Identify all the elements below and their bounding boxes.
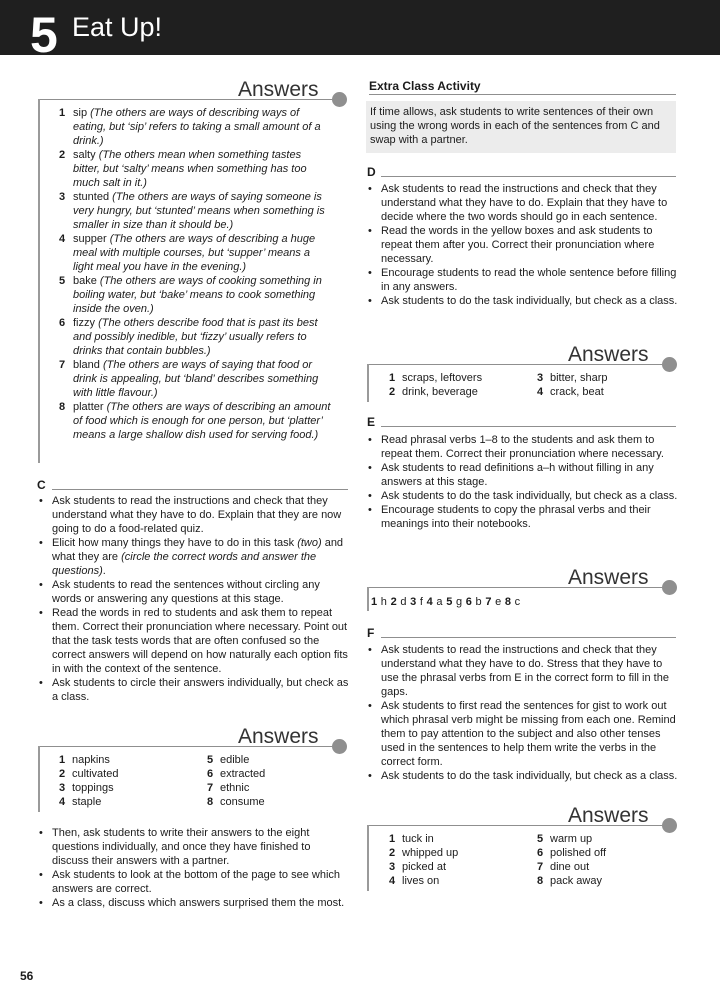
answer-value: a: [436, 596, 443, 608]
bullet-item: • Ask students to read the instructions and check that they understand what they have to do. Explain that they have to decide where the two words should go in each sentence.: [367, 182, 679, 224]
answer-explanation: (The others are ways of describing an amount of food which is enough for one person, but ‘platter’ means a large shallow dish used for serving food.): [73, 401, 331, 441]
bullet-item: • Ask students to read definitions a–h without filling in any answers at this stage.: [367, 461, 679, 489]
answer-number: 6: [207, 768, 214, 780]
section-c-followup-bullets: [38, 826, 350, 910]
extra-activity-title: Extra Class Activity: [369, 79, 481, 93]
answer-explanation: (The others are ways of describing a huge meal with multiple courses, but ‘supper’ means a light meal you have in the evening.): [73, 233, 316, 273]
answer-value: dine out: [550, 861, 590, 873]
answer-value: lives on: [402, 875, 440, 887]
unit-header: [0, 0, 720, 63]
answer-value: c: [514, 596, 521, 608]
answer-number: 1: [389, 372, 396, 384]
bullet-item: • Ask students to look at the bottom of the page to see which answers are correct.: [38, 868, 350, 896]
answer-value: crack, beat: [550, 386, 604, 398]
section-letter-e: E: [367, 415, 376, 429]
answer-value: picked at: [402, 861, 447, 873]
answer-number: 3: [59, 191, 66, 203]
answer-value: polished off: [550, 847, 607, 859]
bullet-text: Ask students to circle their answers individually, but check as a class.: [52, 677, 349, 703]
answer-value: napkins: [72, 754, 110, 766]
answer-number: 5: [59, 275, 66, 287]
answers-heading-d: Answers: [568, 343, 649, 366]
answer-cell: [537, 832, 677, 846]
answer-item: [59, 358, 331, 400]
answer-word: bland: [73, 359, 100, 371]
section-rule-e: [381, 426, 676, 427]
answer-number: 5: [207, 754, 214, 766]
answer-value: scraps, leftovers: [402, 372, 483, 384]
section-rule-c: [52, 489, 348, 490]
answer-cell: [59, 753, 207, 767]
section-c-bullets: [38, 494, 350, 704]
answer-value: bitter, sharp: [550, 372, 608, 384]
answer-word: platter: [73, 401, 104, 413]
answer-value: cultivated: [72, 768, 119, 780]
bullet-italic-text: (circle the correct words and answer the questions): [52, 551, 317, 577]
answer-cell: [207, 767, 347, 781]
answer-value: toppings: [72, 782, 114, 794]
answer-value: ethnic: [220, 782, 250, 794]
answer-number: 2: [390, 596, 397, 608]
bullet-item: • Read phrasal verbs 1–8 to the students and ask them to repeat them. Correct their pronunciation where necessary.: [367, 433, 679, 461]
answer-value: edible: [220, 754, 250, 766]
answer-number: 4: [59, 233, 66, 245]
answers-heading-e: Answers: [568, 566, 649, 589]
answer-explanation: (The others mean when something tastes bitter, but ‘salty’ means when something has too much salt in it.): [73, 149, 307, 189]
answer-word: fizzy: [73, 317, 95, 329]
answer-item: [59, 400, 331, 442]
answers-border-d: [367, 364, 369, 402]
unit-number: 5: [30, 7, 58, 63]
bullet-item: [38, 606, 350, 676]
bullet-item: [38, 536, 350, 578]
answer-value: g: [455, 596, 463, 608]
bullet-item: • Encourage students to copy the phrasal verbs and their meanings into their notebooks.: [367, 503, 679, 531]
answer-cell: [389, 385, 537, 399]
answer-value: extracted: [220, 768, 266, 780]
section-letter-c: C: [37, 478, 46, 492]
answer-item: [59, 106, 331, 148]
answer-explanation: (The others are ways of cooking something in boiling water, but ‘bake’ means to cook something inside the oven.): [73, 275, 322, 315]
answer-number: 6: [465, 596, 473, 608]
answers-rule-f: [369, 825, 662, 826]
answer-word: supper: [73, 233, 107, 245]
section-letter-d: D: [367, 165, 376, 179]
answer-number: 1: [59, 754, 66, 766]
answers-border-e: [367, 587, 369, 611]
bullet-item: [38, 494, 350, 536]
answers-rule-e: [369, 587, 662, 588]
answers-knob-d: [662, 357, 677, 372]
bullet-item: • Ask students to read the instructions and check that they understand what they have to do. Stress that they have to use the phrasal verbs from E in the correct form to fill in the gaps.: [367, 643, 679, 699]
answer-item: [59, 316, 331, 358]
answer-number: 1: [389, 833, 396, 845]
answers-rule-d: [369, 364, 662, 365]
answer-value: warm up: [550, 833, 593, 845]
bullet-item: [38, 578, 350, 606]
bullet-item: • Ask students to do the task individually, but check as a class.: [367, 489, 679, 503]
answer-cell: [389, 874, 537, 888]
answer-word: salty: [73, 149, 96, 161]
section-d-bullets: [367, 182, 679, 308]
answers-grid-c: [59, 753, 347, 809]
answers-rule-c: [40, 746, 332, 747]
answer-number: 6: [59, 317, 66, 329]
bullet-italic-text: (two): [297, 537, 322, 549]
answer-number: 3: [410, 596, 417, 608]
answer-number: 4: [426, 596, 434, 608]
bullet-text: and what they are: [52, 537, 344, 563]
answer-item: [59, 274, 331, 316]
bullet-item: • Encourage students to read the whole sentence before filling in any answers.: [367, 266, 679, 294]
answer-cell: [537, 846, 677, 860]
answers-border-b: [38, 99, 40, 463]
section-f-bullets: [367, 643, 679, 783]
answer-word: bake: [73, 275, 97, 287]
bullet-item: • Read the words in the yellow boxes and ask students to repeat them after you. Correct their pronunciation where necessary.: [367, 224, 679, 266]
answer-number: 7: [207, 782, 214, 794]
answer-item: [59, 232, 331, 274]
bullet-item: • Ask students to first read the sentences for gist to work out which phrasal verb might be missing from each one. Remind them to pay attention to the subject and also other tenses used in the sentences to help them write the verbs in the correct form.: [367, 699, 679, 769]
bullet-text: Ask students to read the instructions and check that they understand what they have to do. Explain that they are now going to do a food-related quiz.: [52, 495, 342, 535]
answer-number: 1: [371, 596, 378, 608]
answer-value: d: [400, 596, 407, 608]
answer-cell: [59, 781, 207, 795]
answers-border-f: [367, 825, 369, 891]
answer-number: 7: [485, 596, 492, 608]
answer-value: tuck in: [402, 833, 434, 845]
answer-number: 8: [504, 596, 512, 608]
answer-number: 6: [537, 847, 544, 859]
answer-cell: [389, 371, 537, 385]
answer-item: [59, 190, 331, 232]
bullet-item: • Ask students to do the task individually, but check as a class.: [367, 769, 679, 783]
bullet-text: Elicit how many things they have to do in this task: [52, 537, 298, 549]
answers-knob-b: [332, 92, 347, 107]
answers-rule-b: [40, 99, 332, 100]
answer-number: 3: [59, 782, 66, 794]
answers-grid-f: [389, 832, 677, 888]
answer-cell: [207, 781, 347, 795]
answer-item: [59, 148, 331, 190]
answer-word: sip: [73, 107, 88, 119]
bullet-item: • As a class, discuss which answers surprised them the most.: [38, 896, 350, 910]
answer-cell: [59, 795, 207, 809]
answer-value: h: [380, 596, 388, 608]
bullet-text: Ask students to read the sentences without circling any words or answering any questions at this stage.: [52, 579, 320, 605]
answer-number: 1: [59, 107, 66, 119]
answer-explanation: (The others are ways of describing ways of eating, but ‘sip’ refers to taking a small amount of a drink.): [73, 107, 321, 147]
answer-number: 2: [389, 386, 396, 398]
answers-knob-c: [332, 739, 347, 754]
answer-number: 5: [537, 833, 544, 845]
answer-explanation: (The others are ways of saying that food or drink is appealing, but ‘bland’ describes something with little flavour.): [73, 359, 319, 399]
answer-word: stunted: [73, 191, 110, 203]
answers-line-e: [371, 596, 520, 608]
answer-explanation: (The others describe food that is past its best and possibly inedible, but ‘fizzy’ usually refers to drinks that contain bubbles.): [73, 317, 318, 357]
bullet-text: .: [102, 565, 106, 577]
answer-number: 2: [59, 768, 66, 780]
answer-number: 4: [389, 875, 396, 887]
answer-cell: [59, 767, 207, 781]
answer-value: consume: [220, 796, 265, 808]
answers-heading-f: Answers: [568, 804, 649, 827]
answer-number: 8: [207, 796, 214, 808]
section-rule-d: [381, 176, 676, 177]
answer-cell: [389, 846, 537, 860]
answers-knob-e: [662, 580, 677, 595]
answers-border-c: [38, 746, 40, 812]
answers-heading-b: Answers: [238, 78, 319, 101]
answer-value: f: [419, 596, 424, 608]
bullet-text: Read the words in red to students and ask them to repeat them. Correct their pronunciation where necessary. Point out that the task tests words that are often confused so the correct answers will depend on how naturally each option fits in with the context of the sentence.: [52, 607, 348, 675]
answer-cell: [207, 795, 347, 809]
answer-number: 3: [389, 861, 396, 873]
answers-list-b: [59, 106, 331, 442]
answers-grid-d: [389, 371, 677, 399]
extra-activity-rule: [369, 94, 676, 95]
answer-cell: [389, 860, 537, 874]
answer-value: staple: [72, 796, 102, 808]
page-number: 56: [20, 969, 34, 983]
answer-explanation: (The others are ways of saying someone is very hungry, but ‘stunted’ means when something is smaller in size than it should be.): [73, 191, 325, 231]
answer-value: b: [475, 596, 482, 608]
answer-number: 2: [389, 847, 396, 859]
answer-value: whipped up: [402, 847, 459, 859]
unit-title: Eat Up!: [72, 12, 163, 42]
answer-number: 8: [537, 875, 544, 887]
answer-number: 7: [537, 861, 544, 873]
bullet-item: [38, 676, 350, 704]
answer-number: 4: [537, 386, 544, 398]
bullet-item: • Ask students to do the task individually, but check as a class.: [367, 294, 679, 308]
answer-number: 3: [537, 372, 544, 384]
answer-value: pack away: [550, 875, 602, 887]
section-e-bullets: [367, 433, 679, 531]
answer-cell: [537, 371, 677, 385]
answers-knob-f: [662, 818, 677, 833]
answer-cell: [389, 832, 537, 846]
answer-number: 7: [59, 359, 66, 371]
bullet-item: • Then, ask students to write their answers to the eight questions individually, and once they have finished to discuss their answers with a partner.: [38, 826, 350, 868]
answer-cell: [537, 874, 677, 888]
answers-heading-c: Answers: [238, 725, 319, 748]
answer-number: 4: [59, 796, 66, 808]
answer-cell: [537, 385, 677, 399]
answer-cell: [537, 860, 677, 874]
answer-number: 5: [446, 596, 453, 608]
section-rule-f: [381, 637, 676, 638]
answer-value: e: [495, 596, 502, 608]
answer-cell: [207, 753, 347, 767]
answer-value: drink, beverage: [402, 386, 478, 398]
answer-number: 8: [59, 401, 66, 413]
answer-number: 2: [59, 149, 66, 161]
extra-activity-text: If time allows, ask students to write sentences of their own using the wrong words in each of the sentences from C and swap with a partner.: [370, 106, 660, 146]
section-letter-f: F: [367, 626, 375, 640]
